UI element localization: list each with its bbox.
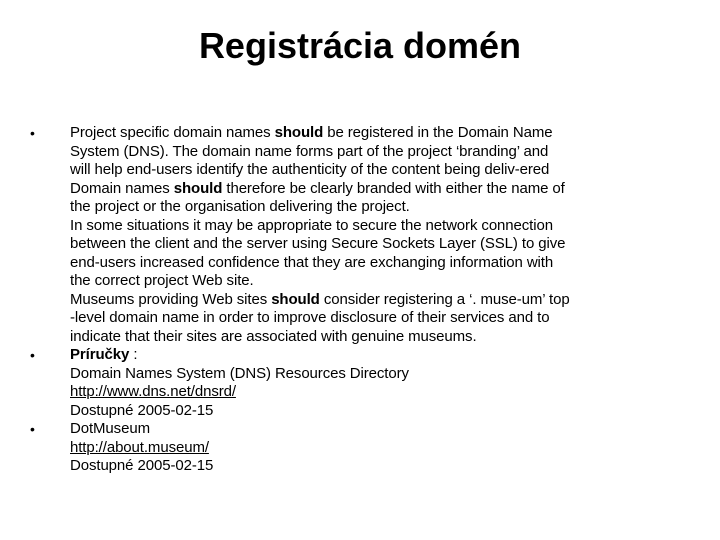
references-heading-line <box>70 346 690 365</box>
dns-directory-link[interactable]: http://www.dns.net/dnsrd/ <box>70 383 236 400</box>
paragraph-line: Project specific domain names should be registered in the Domain Name <box>70 124 553 141</box>
bullet-marker: • <box>30 125 35 141</box>
dns-directory-title: Domain Names System (DNS) Resources Directory <box>70 364 409 382</box>
paragraph-line: System (DNS). The domain name forms part of the project ‘branding’ and <box>70 142 549 160</box>
slide-title: Registrácia domén <box>198 25 522 66</box>
bullet-item-domain-names <box>30 124 690 346</box>
paragraph-line: Domain names should therefore be clearly branded with either the name of <box>70 179 565 197</box>
bullet-list <box>30 124 690 476</box>
bullet-marker: • <box>30 421 35 437</box>
emphasis-should: should <box>274 124 324 141</box>
dotmuseum-title: DotMuseum <box>70 420 150 437</box>
bullet-item-references <box>30 346 690 420</box>
accessed-date: Dostupné 2005-02-15 <box>70 457 214 474</box>
bullet-marker: • <box>30 347 35 363</box>
paragraph-line: end-users increased confidence that they are exchanging information with <box>70 253 554 271</box>
references-heading-suffix: : <box>129 346 138 363</box>
dotmuseum-link[interactable]: http://about.museum/ <box>70 438 209 456</box>
bullet-item-dotmuseum <box>30 420 690 476</box>
paragraph-line: will help end-users identify the authenticity of the content being deliv-ered <box>70 161 550 178</box>
accessed-date: Dostupné 2005-02-15 <box>70 401 214 419</box>
paragraph-line: -level domain name in order to improve disclosure of their services and to <box>70 309 550 326</box>
references-heading: Príručky <box>70 346 130 363</box>
paragraph-line: the correct project Web site. <box>70 272 254 289</box>
paragraph-line: In some situations it may be appropriate to secure the network connection <box>70 216 553 234</box>
emphasis-should: should <box>271 290 320 308</box>
paragraph-line: Museums providing Web sites should consider registering a ‘. muse-um’ top <box>70 290 570 308</box>
paragraph-line: indicate that their sites are associated with genuine museums. <box>70 327 477 345</box>
paragraph-line: between the client and the server using Secure Sockets Layer (SSL) to give <box>70 235 566 252</box>
emphasis-should: should <box>173 179 223 197</box>
paragraph-line: the project or the organisation delivering the project. <box>70 198 410 215</box>
